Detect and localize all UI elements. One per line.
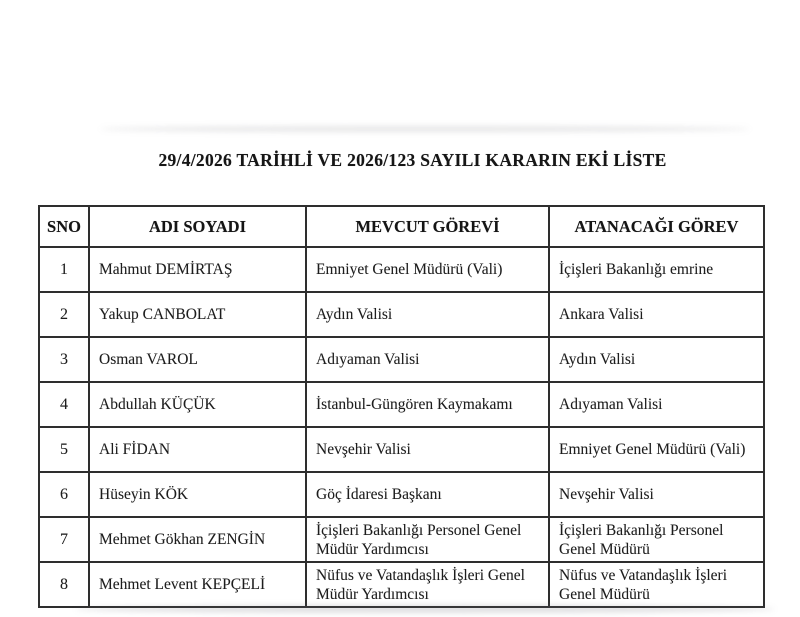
name-cell: Yakup CANBOLAT <box>89 292 306 337</box>
appointments-table <box>38 205 765 608</box>
table-row <box>39 472 764 517</box>
column-header-current-duty: MEVCUT GÖREVİ <box>306 206 549 247</box>
column-header-name: ADI SOYADI <box>89 206 306 247</box>
sno-cell: 4 <box>39 382 89 427</box>
sno-cell: 2 <box>39 292 89 337</box>
assigned-duty-cell: Aydın Valisi <box>549 337 764 382</box>
sno-cell: 3 <box>39 337 89 382</box>
table-row <box>39 517 764 562</box>
name-cell: Mehmet Levent KEPÇELİ <box>89 562 306 607</box>
current-duty-cell: Nüfus ve Vatandaşlık İşleri Genel Müdür Yardımcısı <box>306 562 549 607</box>
sno-cell: 8 <box>39 562 89 607</box>
table-body <box>39 247 764 607</box>
assigned-duty-cell: Emniyet Genel Müdürü (Vali) <box>549 427 764 472</box>
current-duty-cell: İstanbul-Güngören Kaymakamı <box>306 382 549 427</box>
assigned-duty-cell: İçişleri Bakanlığı emrine <box>549 247 764 292</box>
name-cell: Ali FİDAN <box>89 427 306 472</box>
assigned-duty-cell: Nevşehir Valisi <box>549 472 764 517</box>
sno-cell: 7 <box>39 517 89 562</box>
current-duty-cell: Nevşehir Valisi <box>306 427 549 472</box>
current-duty-cell: Göç İdaresi Başkanı <box>306 472 549 517</box>
current-duty-cell: Adıyaman Valisi <box>306 337 549 382</box>
scan-artifact-top <box>100 126 750 132</box>
current-duty-cell: Emniyet Genel Müdürü (Vali) <box>306 247 549 292</box>
name-cell: Mehmet Gökhan ZENGİN <box>89 517 306 562</box>
document-title: 29/4/2026 TARİHLİ VE 2026/123 SAYILI KARARIN EKİ LİSTE <box>158 150 667 170</box>
column-header-sno: SNO <box>39 206 89 247</box>
header-row <box>39 206 764 247</box>
table-row <box>39 382 764 427</box>
table-row <box>39 562 764 607</box>
sno-cell: 6 <box>39 472 89 517</box>
assigned-duty-cell: Adıyaman Valisi <box>549 382 764 427</box>
current-duty-cell: İçişleri Bakanlığı Personel Genel Müdür Yardımcısı <box>306 517 549 562</box>
table-row <box>39 247 764 292</box>
sno-cell: 5 <box>39 427 89 472</box>
name-cell: Abdullah KÜÇÜK <box>89 382 306 427</box>
name-cell: Mahmut DEMİRTAŞ <box>89 247 306 292</box>
current-duty-cell: Aydın Valisi <box>306 292 549 337</box>
table-row <box>39 292 764 337</box>
sno-cell: 1 <box>39 247 89 292</box>
name-cell: Osman VAROL <box>89 337 306 382</box>
table-row <box>39 337 764 382</box>
column-header-assigned-duty: ATANACAĞI GÖREV <box>549 206 764 247</box>
assigned-duty-cell: İçişleri Bakanlığı Personel Genel Müdürü <box>549 517 764 562</box>
table-row <box>39 427 764 472</box>
assigned-duty-cell: Nüfus ve Vatandaşlık İşleri Genel Müdürü <box>549 562 764 607</box>
name-cell: Hüseyin KÖK <box>89 472 306 517</box>
assigned-duty-cell: Ankara Valisi <box>549 292 764 337</box>
